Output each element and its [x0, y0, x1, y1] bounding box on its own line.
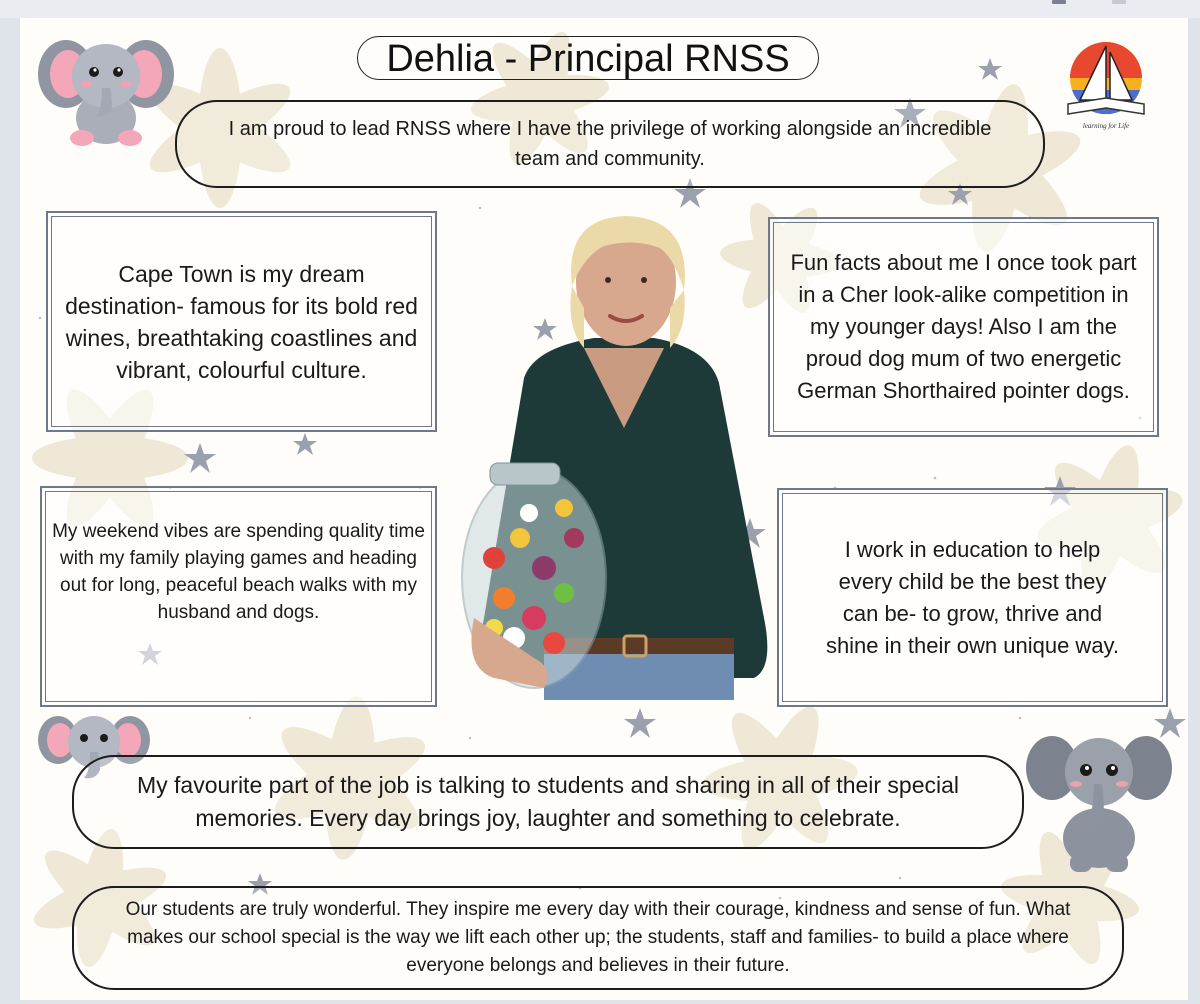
favourite-text: My favourite part of the job is talking to students and sharing in all of their special memories. Every day brings joy, laughter and something to celebrate.	[136, 772, 960, 831]
education-box	[777, 488, 1168, 707]
cape-town-box	[46, 211, 437, 432]
students-text: Our students are truly wonderful. They inspire me every day with their courage, kindness and sense of fun. What makes our school special is the way we lift each other up; the students, staff and families- to build a place where everyone belongs and believes in their future.	[125, 899, 1071, 976]
cape-town-text: Cape Town is my dream destination- famous for its bold red wines, breathtaking coastlines and vibrant, colourful culture.	[65, 260, 418, 383]
intro-text: I am proud to lead RNSS where I have the privilege of working alongside an incredible team and community.	[228, 118, 992, 170]
elephant-icon	[1024, 726, 1174, 876]
maximize-icon[interactable]	[1112, 0, 1126, 4]
principal-photo	[434, 198, 784, 700]
elephant-icon	[36, 26, 176, 148]
weekend-box	[40, 486, 437, 707]
poster-canvas	[20, 18, 1188, 1000]
minimize-icon[interactable]	[1052, 0, 1066, 4]
favourite-pill	[72, 755, 1024, 849]
fun-facts-box	[768, 217, 1159, 437]
page-title: Dehlia - Principal RNSS	[357, 36, 819, 80]
weekend-text: My weekend vibes are spending quality time with my family playing games and heading out for long, peaceful beach walks with my husband and dogs.	[52, 521, 425, 623]
fun-facts-text: Fun facts about me I once took part in a Cher look-alike competition in my younger days! Also I am the proud dog mum of two energetic German Shorthaired pointer dogs.	[790, 250, 1137, 403]
svg-text:learning for Life: learning for Life	[1082, 122, 1130, 130]
sailboat-logo-icon	[1060, 38, 1152, 134]
students-pill	[72, 886, 1124, 990]
intro-pill	[175, 100, 1045, 188]
education-text: I work in education to help every child be the best they can be- to grow, thrive and shine in their own unique way.	[825, 536, 1120, 658]
window-top-bar	[0, 0, 1200, 18]
